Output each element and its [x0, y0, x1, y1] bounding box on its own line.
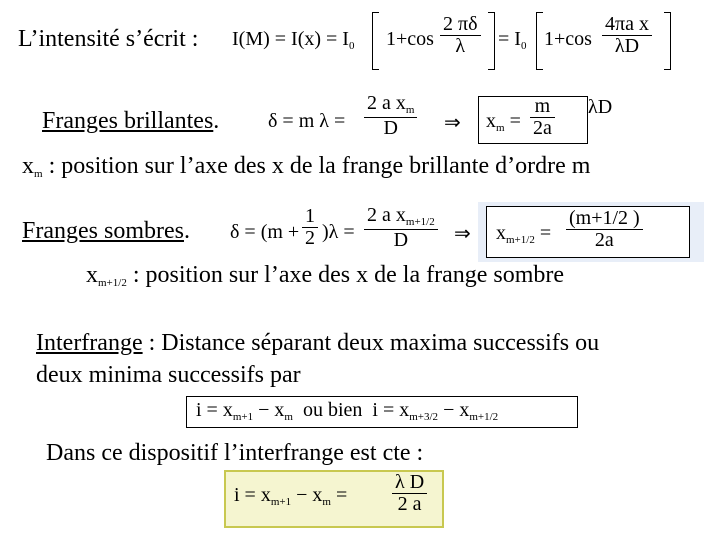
intensity-label: L’intensité s’écrit :	[18, 26, 199, 52]
interfrange-f-minus2: −	[443, 399, 455, 421]
dark-box-x-text: x	[496, 222, 506, 244]
dispositif-f-minus: −	[296, 484, 308, 506]
dark-half-num: 1	[302, 206, 318, 228]
dark-half-den: 2	[305, 227, 315, 249]
dispositif-formula	[234, 484, 347, 508]
dark-desc	[86, 262, 564, 289]
dark-delta-tail: )λ =	[322, 221, 355, 243]
dark-delta-eq: δ = (m +	[230, 221, 300, 243]
bright-title-line	[42, 108, 219, 135]
bright-box-frac	[530, 96, 555, 139]
dark-desc-x: x	[86, 262, 98, 288]
interfrange-f-i2: i =	[372, 399, 395, 421]
dark-title: Franges sombres	[22, 218, 184, 244]
bright-desc-sub: m	[34, 168, 43, 180]
interfrange-word: Interfrange	[36, 330, 143, 356]
interfrange-f-x3-sub: m+3/2	[409, 411, 439, 423]
dark-implies-arrow: ⇒	[454, 223, 471, 245]
dark-box-eq: =	[539, 222, 552, 244]
dispositif-frac-num: λ D	[392, 472, 427, 494]
bright-desc	[22, 153, 590, 180]
intensity-frac2-den: λD	[614, 35, 640, 57]
bright-box-den: 2a	[533, 117, 552, 139]
dark-frac-num	[364, 205, 438, 230]
interfrange-f-minus: −	[258, 399, 270, 421]
intensity-sub0: 0	[348, 40, 355, 52]
dispositif-frac	[392, 472, 427, 515]
intensity-formula-lhs	[232, 28, 354, 52]
dispositif-f-x1: x	[260, 484, 271, 506]
dispositif-f-eq: =	[335, 484, 348, 506]
dispositif-f-x1-sub: m+1	[270, 496, 292, 508]
bright-frac-num-text: 2 a x	[367, 92, 406, 114]
interfrange-f-i: i =	[196, 399, 218, 421]
interfrange-f-x2: x	[274, 399, 285, 421]
intensity-one-cos-1: 1+cos	[386, 28, 434, 50]
interfrange-f-x4-sub: m+1/2	[469, 411, 499, 423]
bright-implies-arrow: ⇒	[444, 112, 461, 134]
intensity-sub0b: 0	[520, 40, 527, 52]
dark-box-den: 2a	[594, 229, 614, 251]
bright-box-x-text: x	[486, 110, 496, 132]
bright-frac-num-sub: m	[405, 104, 415, 116]
dark-box-frac	[566, 208, 643, 251]
bracket-right-2	[664, 12, 671, 70]
dark-box-x	[496, 222, 551, 246]
dispositif-text: Dans ce dispositif l’interfrange est cte :	[46, 440, 424, 466]
dark-desc-text: : position sur l’axe des x de la frange sombre	[132, 262, 565, 288]
dark-frac-den: D	[393, 228, 409, 251]
bright-box-x	[486, 110, 521, 134]
intensity-one-cos-2: 1+cos	[544, 28, 592, 50]
dark-frac-num-sub: m+1/2	[405, 216, 435, 228]
intensity-frac2-num: 4πa x	[602, 14, 652, 36]
dark-box-x-sub: m+1/2	[506, 234, 535, 246]
interfrange-def-line1	[36, 330, 599, 357]
intensity-frac1-num: 2 πδ	[440, 14, 481, 36]
dark-desc-sub: m+1/2	[98, 277, 127, 289]
interfrange-f-x1-sub: m+1	[232, 411, 254, 423]
dispositif-frac-den: 2 a	[397, 493, 422, 515]
interfrange-def-line2: deux minima successifs par	[36, 362, 301, 388]
bracket-left-1	[372, 12, 379, 70]
dispositif-f-x2: x	[312, 484, 323, 506]
intensity-frac1	[440, 14, 481, 57]
interfrange-f-or: ou bien	[302, 399, 363, 421]
dark-title-line	[22, 218, 190, 245]
dispositif-f-x2-sub: m	[322, 496, 331, 508]
bright-box-x-sub: m	[496, 122, 505, 134]
bracket-right-1	[488, 12, 495, 70]
bright-frac-den: D	[383, 116, 398, 139]
interfrange-f-x1: x	[222, 399, 233, 421]
intensity-eq-text: = I	[498, 28, 521, 50]
bright-delta-eq: δ = m λ =	[268, 110, 346, 132]
bracket-left-2	[536, 12, 543, 70]
dark-dot: .	[183, 218, 190, 244]
intensity-frac1-den: λ	[455, 35, 466, 57]
dark-half-frac	[302, 206, 318, 249]
bright-box-num-extra: λD	[588, 96, 613, 118]
bright-box-num: m	[530, 96, 555, 118]
dark-frac	[364, 205, 438, 251]
interfrange-formula	[196, 399, 498, 423]
interfrange-def-rest: : Distance séparant deux maxima successifs ou	[148, 330, 600, 356]
bright-dot: .	[213, 108, 220, 134]
bright-desc-text: : position sur l’axe des x de la frange brillante d’ordre m	[48, 153, 591, 179]
dark-frac-num-text: 2 a x	[367, 204, 406, 226]
interfrange-f-x2-sub: m	[284, 411, 293, 423]
bright-frac-num	[364, 93, 417, 118]
intensity-lhs-text: I(M) = I(x) = I	[232, 28, 349, 50]
bright-box-eq: =	[509, 110, 521, 132]
interfrange-f-x3: x	[399, 399, 410, 421]
intensity-frac2	[602, 14, 652, 57]
dark-box-num: (m+1/2 )	[566, 208, 643, 230]
bright-title: Franges brillantes	[42, 108, 214, 134]
bright-frac	[364, 93, 417, 139]
bright-desc-x: x	[22, 153, 34, 179]
intensity-eq-i0	[498, 28, 526, 52]
dispositif-f-i: i =	[234, 484, 256, 506]
interfrange-f-x4: x	[459, 399, 470, 421]
